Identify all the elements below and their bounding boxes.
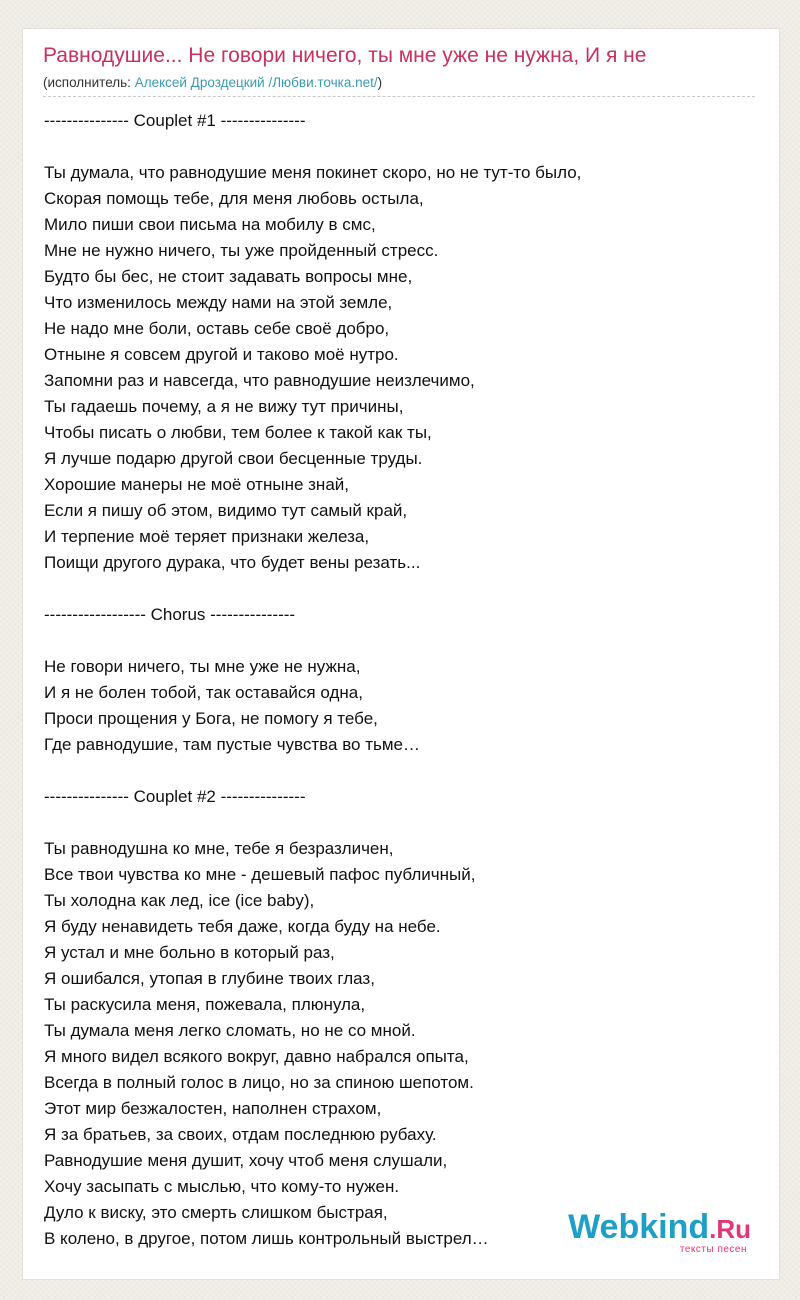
lyric-line: Отныне я совсем другой и таково моё нутро. [44,345,399,364]
lyric-line: Всегда в полный голос в лицо, но за спиною шепотом. [44,1073,474,1092]
logo-tagline: тексты песен [679,1244,747,1255]
lyric-line: Скорая помощь тебе, для меня любовь остыла, [44,189,424,208]
lyric-line: Я устал и мне больно в который раз, [44,943,335,962]
logo-tld: .Ru [709,1214,751,1244]
section-gap [44,758,764,784]
lyric-line: Все твои чувства ко мне - дешевый пафос публичный, [44,865,476,884]
lyric-line: Поищи другого дурака, что будет вены резать... [44,553,421,572]
lyric-line: Хочу засыпать с мыслью, что кому-то нужен. [44,1177,400,1196]
artist-link[interactable]: Алексей Дроздецкий /Любви.точка.net/ [134,75,378,90]
page-title: Равнодушие... Не говори ничего, ты мне уже не нужна, И я не [43,44,647,67]
lyric-line: Проси прощения у Бога, не помогу я тебе, [44,709,378,728]
section-header: ------------------ Chorus --------------- [44,605,296,624]
lyric-line: Где равнодушие, там пустые чувства во тьме… [44,735,420,754]
lyric-line: И я не болен тобой, так оставайся одна, [44,683,363,702]
lyric-line: Я ошибался, утопая в глубине твоих глаз, [44,969,375,988]
lyric-line: Ты думала, что равнодушие меня покинет скоро, но не тут-то было, [44,163,582,182]
lyric-line: Что изменилось между нами на этой земле, [44,293,393,312]
section-gap [44,576,764,602]
lyric-line: Мило пиши свои письма на мобилу в смс, [44,215,376,234]
section-gap [44,134,764,160]
lyric-line: Ты думала меня легко сломать, но не со мной. [44,1021,416,1040]
lyrics-card [22,28,780,1280]
lyric-line: Этот мир безжалостен, наполнен страхом, [44,1099,382,1118]
lyric-line: Будто бы бес, не стоит задавать вопросы мне, [44,267,413,286]
logo-web: Webkind [568,1208,710,1246]
lyric-line: Я лучше подарю другой свои бесценные труды. [44,449,423,468]
logo-wordmark [568,1210,751,1246]
lyric-line: Ты равнодушна ко мне, тебе я безразличен, [44,839,394,858]
lyrics-body [44,108,764,1252]
lyric-line: Запомни раз и навсегда, что равнодушие неизлечимо, [44,371,475,390]
lyric-line: И терпение моё теряет признаки железа, [44,527,370,546]
header-divider [43,96,755,97]
section-gap [44,810,764,836]
lyric-line: Ты холодна как лед, ice (ice baby), [44,891,315,910]
lyric-line: Я много видел всякого вокруг, давно набрался опыта, [44,1047,469,1066]
lyric-line: В колено, в другое, потом лишь контрольный выстрел… [44,1229,489,1248]
lyric-line: Мне не нужно ничего, ты уже пройденный стресс. [44,241,439,260]
section-header: --------------- Couplet #2 --------------- [44,787,306,806]
lyric-line: Ты гадаешь почему, а я не вижу тут причины, [44,397,404,416]
lyric-line: Не говори ничего, ты мне уже не нужна, [44,657,361,676]
song-meta [43,75,382,90]
lyric-line: Чтобы писать о любви, тем более к такой как ты, [44,423,432,442]
lyric-line: Ты раскусила меня, пожевала, плюнула, [44,995,366,1014]
lyric-line: Не надо мне боли, оставь себе своё добро, [44,319,390,338]
section-gap [44,628,764,654]
section-header: --------------- Couplet #1 --------------- [44,111,306,130]
lyric-line: Дуло к виску, это смерть слишком быстрая, [44,1203,388,1222]
meta-suffix: ) [377,75,383,90]
lyric-line: Я буду ненавидеть тебя даже, когда буду на небе. [44,917,441,936]
lyric-line: Если я пишу об этом, видимо тут самый край, [44,501,408,520]
lyric-line: Равнодушие меня душит, хочу чтоб меня слушали, [44,1151,448,1170]
lyric-line: Я за братьев, за своих, отдам последнюю рубаху. [44,1125,437,1144]
meta-prefix: (исполнитель: [43,75,135,90]
lyric-line: Хорошие манеры не моё отныне знай, [44,475,349,494]
webkind-logo[interactable] [568,1210,751,1255]
